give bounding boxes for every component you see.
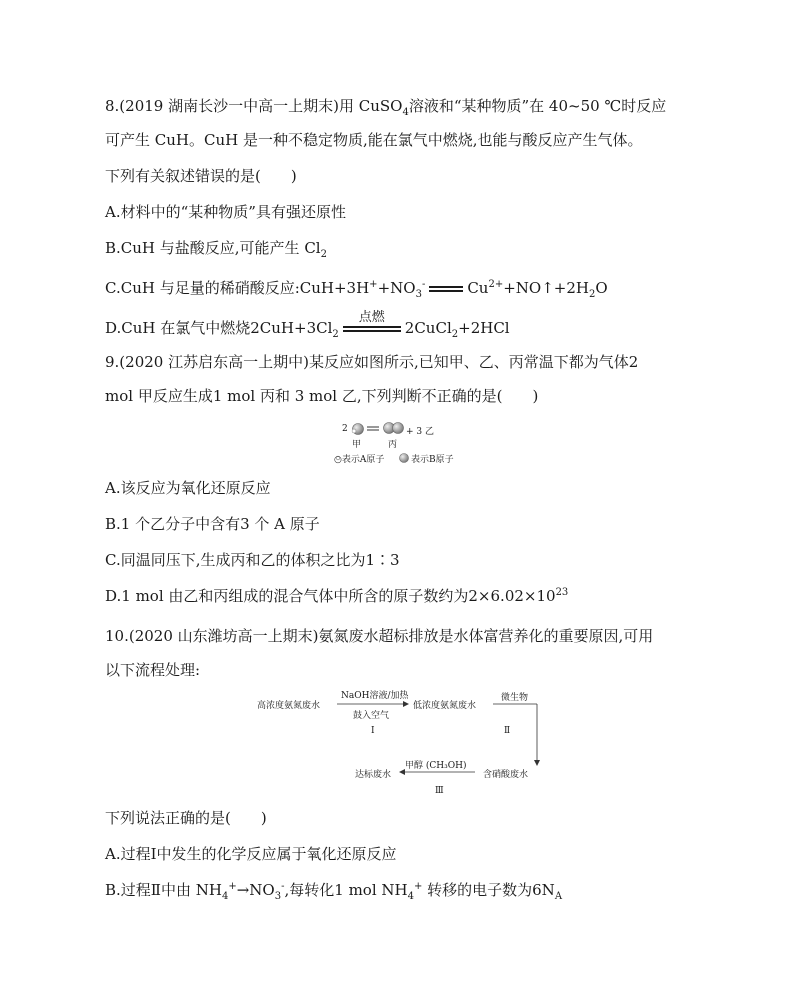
q8-stem-line3: 下列有关叙述错误的是( ) bbox=[105, 167, 297, 185]
jia-molecule-icon bbox=[352, 424, 364, 435]
q9-stem-line2: mol 甲反应生成1 mol 丙和 3 mol 乙,下列判断不正确的是( ) bbox=[105, 387, 539, 405]
equals-arrow-icon bbox=[429, 284, 463, 294]
q8-stem-line2: 可产生 CuH。CuH 是一种不稳定物质,能在氯气中燃烧,也能与酸反应产生气体。 bbox=[105, 131, 643, 149]
q10-option-a: A.过程Ⅰ中发生的化学反应属于氧化还原反应 bbox=[105, 845, 397, 863]
q9-option-b: B.1 个乙分子中含有3 个 A 原子 bbox=[105, 515, 320, 533]
q8-option-b: B.CuH 与盐酸反应,可能产生 $Cl_2$ bbox=[105, 239, 327, 260]
q8-option-a: A.材料中的“某种物质”具有强还原性 bbox=[105, 203, 346, 221]
flow-arrow-ii bbox=[493, 704, 540, 766]
bing-molecule-icon bbox=[384, 423, 404, 434]
q8-stem-line1: 8.(2019 湖南长沙一中高一上期末)用 CuSO$_4$溶液和“某种物质”在 40~50 ℃时反应 bbox=[105, 97, 667, 118]
q10-flow-diagram: 高浓度氨氮废水 NaOH溶液/加热 鼓入空气 Ⅰ 低浓度氨氮废水 微生物 Ⅱ 甲醇 (CH₃OH) 达标废水 含硝酸废水 Ⅲ bbox=[255, 690, 545, 800]
q9-option-d: D.1 mol 由乙和丙组成的混合气体中所含的原子数约为$2\times 6.02\times 10^{23}$ bbox=[105, 587, 569, 605]
q8-option-c: C.CuH 与足量的稀硝酸反应$:CuH+3H^++NO_3^-$ $Cu^{2+}+NO↑+2H_2O$ bbox=[105, 279, 608, 300]
q9-stem-line1: 9.(2020 江苏启东高一上期中)某反应如图所示,已知甲、乙、丙常温下都为气体2 bbox=[105, 353, 639, 371]
q8-option-d: D.CuH 在氯气中燃烧$2CuH+3Cl_2$ 点燃 2CuCl$_2$+2HCl bbox=[105, 310, 510, 340]
q10-stem-line3: 下列说法正确的是( ) bbox=[105, 809, 267, 827]
q10-stem-line1: 10.(2020 山东潍坊高一上期末)氨氮废水超标排放是水体富营养化的重要原因,可用 bbox=[105, 627, 654, 645]
legend-b-atom-icon bbox=[400, 454, 409, 463]
equals-sign-icon bbox=[367, 427, 379, 430]
q9-option-a: A.该反应为氧化还原反应 bbox=[105, 479, 271, 497]
q10-stem-line2: 以下流程处理: bbox=[105, 661, 201, 679]
q10-option-b: B.过程Ⅱ中由 $NH_4^+\to NO_3^-$,每转化1 mol $NH_4^+$ 转移的电子数为$6N_A$ bbox=[105, 881, 563, 902]
q9-molecule-figure: 2 + 3 乙 甲 丙 ○表示A原子 表示B原子 bbox=[334, 424, 454, 465]
flow-arrow-i bbox=[337, 701, 409, 707]
q9-option-c: C.同温同压下,生成丙和乙的体积之比为1∶3 bbox=[105, 551, 400, 569]
reaction-condition-arrow: 点燃 bbox=[358, 310, 385, 325]
